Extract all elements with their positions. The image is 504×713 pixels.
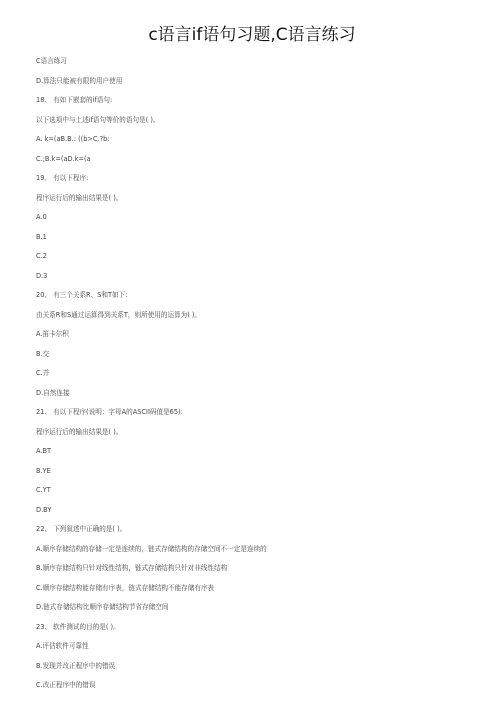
document-line: 程序运行后的输出结果是( )。 <box>36 427 123 436</box>
document-line: 以下选项中与上述if语句等价的语句是( )。 <box>36 115 160 124</box>
document-line: D.3 <box>36 271 48 280</box>
document-line: 19、 有以下程序: <box>36 174 89 182</box>
document-line: C.2 <box>36 252 47 260</box>
document-line: B.YE <box>36 466 51 475</box>
document-line: A.笛卡尔积 <box>36 330 69 338</box>
document-line: 22、 下列叙述中正确的是( )。 <box>36 525 127 533</box>
document-body <box>36 52 486 696</box>
document-line: C语言练习 <box>36 57 67 65</box>
document-line: C.改正程序中的错误 <box>36 681 96 689</box>
document-line: 20、 有三个关系R、S和T如下: <box>36 291 128 299</box>
document-line: B.1 <box>36 232 47 241</box>
document-line: 18、 有如下嵌套的if语句: <box>36 96 113 104</box>
document-line: C.YT <box>36 486 51 494</box>
document-line: D.算法只能被有限的用户使用 <box>36 76 123 85</box>
document-line: A.顺序存储结构的存储一定是连续的，链式存储结构的存储空间不一定是连续的 <box>36 544 267 553</box>
document-line: B.交 <box>36 349 50 358</box>
document-line: A.BT <box>36 447 52 455</box>
document-line: 程序运行后的输出结果是( )。 <box>36 193 123 202</box>
document-line: 由关系R和S通过运算得到关系T，则所使用的运算为( )。 <box>36 310 202 319</box>
document-line: 23、 软件测试的目的是( )。 <box>36 622 120 631</box>
document-line: D.链式存储结构比顺序存储结构节省存储空间 <box>36 603 169 611</box>
document-line: A.评估软件可靠性 <box>36 642 89 650</box>
document-line: C.顺序存储结构能存储有序表，链式存储结构不能存储有序表 <box>36 583 215 592</box>
document-title: c语言if语句习题,C语言练习 <box>148 25 356 45</box>
document-line: A.0 <box>36 213 47 221</box>
document-line: C.;B.k=(aD.k=(a <box>36 154 91 163</box>
document-line: B.发现并改正程序中的错误 <box>36 661 116 670</box>
document-line: 21、 有以下程序(说明：字母A的ASCII码值是65): <box>36 408 183 416</box>
document-line: A. k=(aB.B.: ((b>C.?b: <box>36 135 110 143</box>
document-line: C.并 <box>36 369 50 377</box>
document-line: B.顺序存储结构只针对线性结构，链式存储结构只针对非线性结构 <box>36 564 228 572</box>
document-line: D.BY <box>36 505 52 514</box>
document-line: D.自然连接 <box>36 388 70 397</box>
